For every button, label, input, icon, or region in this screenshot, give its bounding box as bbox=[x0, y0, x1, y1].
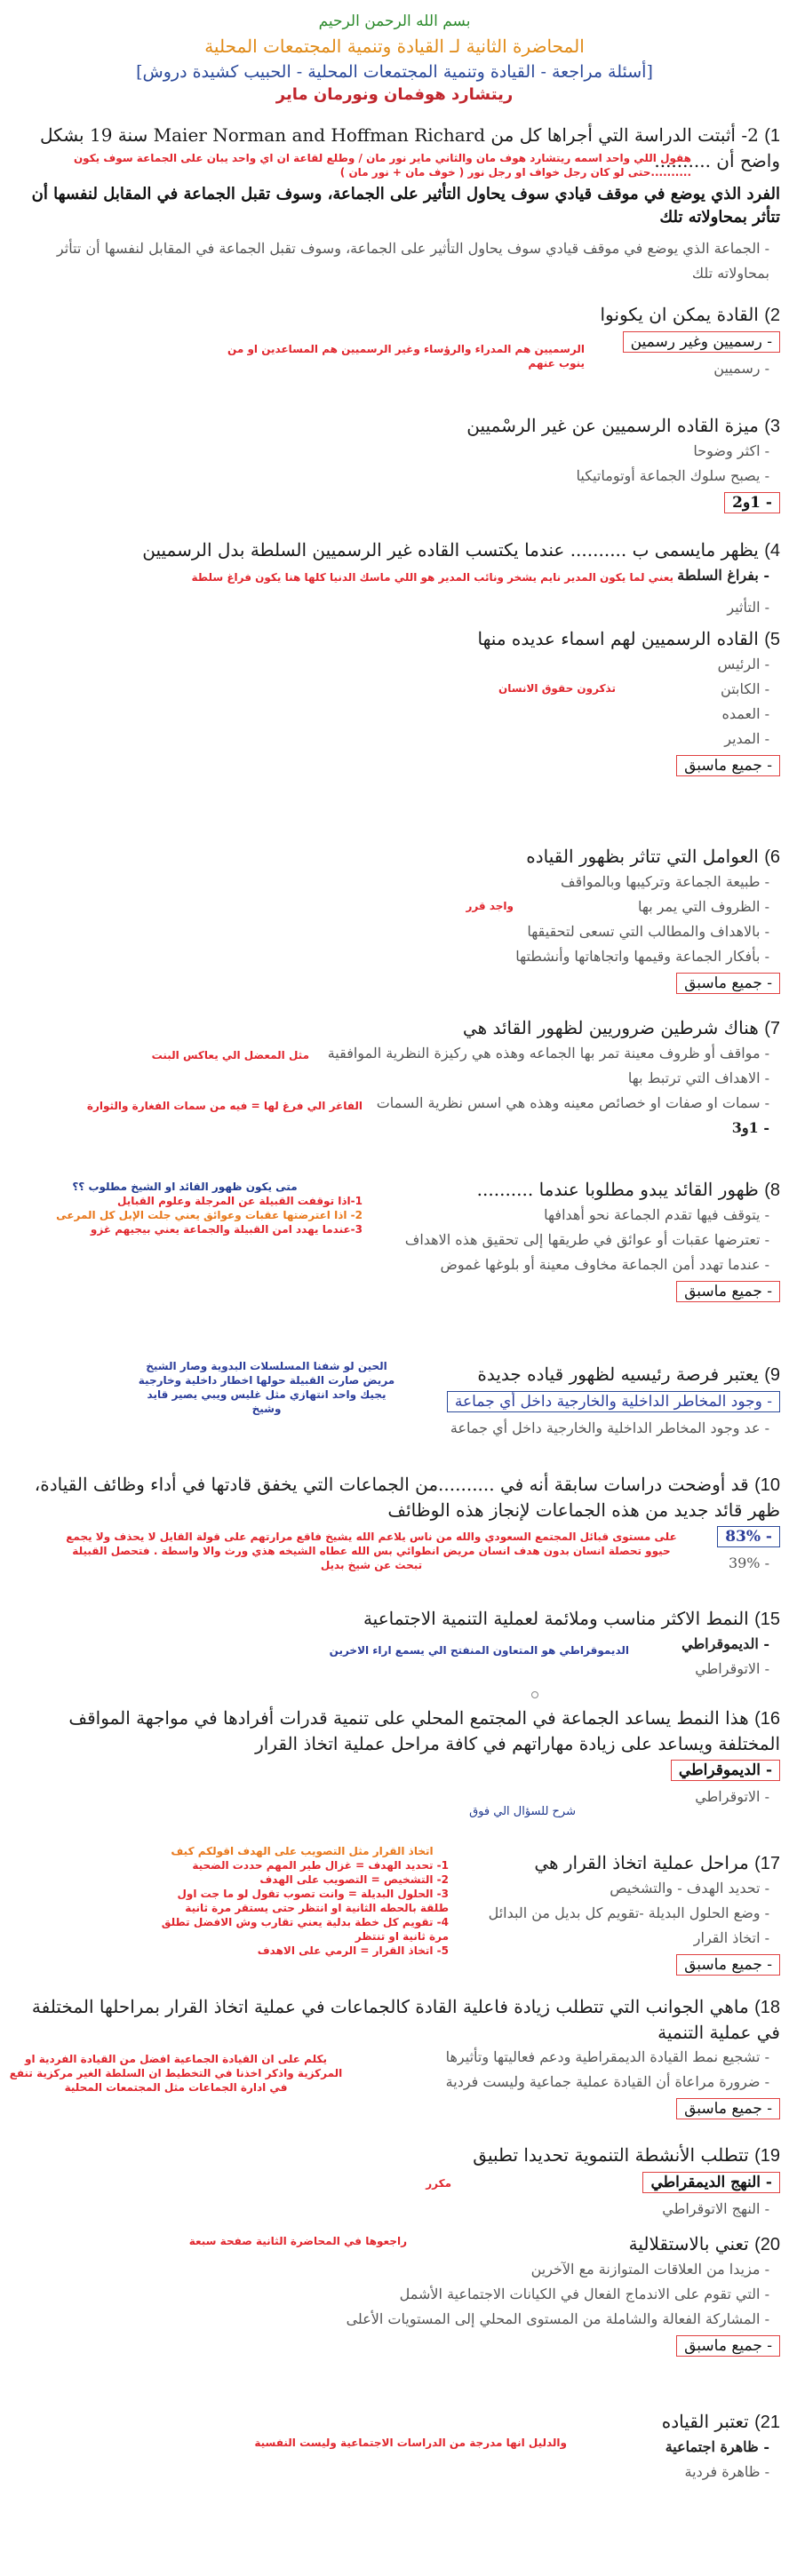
option: - رسميين bbox=[713, 360, 769, 377]
annotation-line: 2- التشخيص = التصويب على الهدف bbox=[259, 1873, 449, 1886]
option: - 39% bbox=[728, 1554, 769, 1571]
question-number: 18) bbox=[754, 1998, 780, 2017]
answer: - الديموقراطي bbox=[681, 1635, 769, 1652]
annotation-q16: شرح للسؤال الي فوق bbox=[469, 1805, 576, 1818]
annotation-q10: على مستوى قبائل المجتمع السعودي والله من ناس يلاعم الله يشيخ فاقع مرارتهم على قولة القايل لا يحذف ولا يجمع حيوو تحصلة انسان بدون هدف انسان مريض انطوائي بس الله عطاه الشيخه هذي ورث والا واسطة . فتحصل القبيلة تبحث عن شيخ بديل bbox=[66, 1530, 677, 1571]
annotation-line: 5- اتخاذ القرار = الرمي على الاهدف bbox=[257, 1944, 449, 1957]
annotation-title: متى يكون ظهور القائد او الشيخ مطلوب ؟؟ bbox=[72, 1181, 298, 1193]
question-number: 16) bbox=[754, 1709, 780, 1729]
question-text: تتطلب الأنشطة التنموية تحديدا تطبيق bbox=[473, 2144, 749, 2166]
option: - تشجيع نمط القيادة الديمقراطية ودعم فعاليتها وتأثيرها bbox=[445, 2048, 769, 2065]
question-text: العوامل التي تتاثر بظهور القياده bbox=[526, 846, 759, 867]
option: - يصبح سلوك الجماعة أوتوماتيكيا bbox=[576, 467, 769, 484]
annotation-q2: الرسميين هم المدراء والرؤساء وغير الرسميين هم المساعدين او من ينوب عنهم bbox=[227, 343, 585, 370]
question-text: مراحل عملية اتخاذ القرار هي bbox=[534, 1852, 749, 1873]
annotation-q18: يكلم على ان القيادة الجماعية افضل من القيادة الفردية او المركزية واذكر اخذنا في التخطيط ان السلطة الغير مركزية تنفع في ادارة الجماعات مثل المجتمعات المحلية bbox=[9, 2053, 343, 2094]
question-number: 3) bbox=[764, 417, 780, 436]
question-3 bbox=[9, 413, 780, 517]
answer-box: - رسميين وغير رسمين bbox=[623, 331, 780, 353]
header bbox=[0, 12, 789, 104]
question-16 bbox=[9, 1705, 780, 1809]
answer-box: - جميع ماسبق bbox=[676, 1281, 780, 1302]
option: - عد وجود المخاطر الداخلية والخارجية داخل أي جماعة bbox=[450, 1419, 769, 1436]
option: - الرئيس bbox=[717, 656, 769, 672]
question-number: 21) bbox=[754, 2413, 780, 2432]
question-7 bbox=[9, 1015, 780, 1141]
option: - المدير bbox=[724, 730, 769, 747]
question-text: يظهر مايسمى ب .......... عندما يكتسب القاده غير الرسميين السلطة بدل الرسميين bbox=[142, 539, 759, 561]
annotation-line: 3-عندما يهدد امن القبيلة والجماعة يعني بيجيهم غزو bbox=[90, 1223, 363, 1236]
question-number: 8) bbox=[764, 1181, 780, 1200]
answer-box: - 83% bbox=[717, 1526, 780, 1547]
basmala: بسم الله الرحمن الرحيم bbox=[318, 12, 471, 30]
stray-dot bbox=[531, 1691, 538, 1698]
question-text: هناك شرطين ضروريين لظهور القائد هي bbox=[462, 1017, 759, 1038]
answer-box: - وجود المخاطر الداخلية والخارجية داخل أي جماعة bbox=[447, 1391, 780, 1412]
answer-box: - جميع ماسبق bbox=[676, 973, 780, 994]
option: - ظاهرة فردية bbox=[684, 2463, 769, 2480]
annotation-q15: الديموقراطي هو المتعاون المنفتح الي يسمع اراء الاخرين bbox=[329, 1644, 629, 1657]
option: - الكابتن bbox=[721, 680, 769, 697]
question-text: 2- أثبتت الدراسة التي أجراها كل من Maier Norman and Hoffman Richard سنة 19 بشكل واضح أن .......... bbox=[40, 124, 780, 171]
option: - اتخاذ القرار bbox=[693, 1929, 769, 1946]
question-text: تعتبر القياده bbox=[661, 2411, 749, 2432]
answer: - بفراغ السلطة bbox=[677, 567, 769, 584]
annotation-q7-b: الفاغر الي فرغ لها = فيه من سمات الفغارة والثوارة bbox=[86, 1100, 363, 1112]
option: - سمات او صفات او خصائص معينه وهذه هي اسس نظرية السمات bbox=[376, 1094, 769, 1111]
annotation-q1: هقول اللي واحد اسمه ريتشارد هوف مان والثاني ماير نور مان / وطلع لقاعة ان اي واحد يبان على الجماعة سوف يكون ..........حتى لو كان رجل خواف او رجل نور ( خوف مان + نور مان ) bbox=[73, 152, 691, 179]
annotation-line: 1-اذا توقفت القبيلة عن المرجلة وعلوم القبايل bbox=[117, 1195, 363, 1207]
option: - ضرورة مراعاة أن القيادة عملية جماعية وليست فردية bbox=[445, 2073, 769, 2090]
annotation-q6: واجد قرر bbox=[466, 900, 514, 912]
option: - الاهداف التي ترتبط بها bbox=[627, 1069, 769, 1086]
option: - الجماعة الذي يوضع في موقف قيادي سوف يحاول التأثير على الجماعة، وسوف تقبل الجماعة في المقابل لنفسها أن تتأثر بمحاولاته تلك bbox=[56, 240, 769, 282]
question-text: هذا النمط يساعد الجماعة في المجتمع المحلي على تنمية قدرات أفرادها في مواجهة المواقف المختلفة ويساعد على زيادة مهاراتهم في كافة مراحل عملية اتخاذ القرار bbox=[68, 1707, 780, 1754]
annotation-line: 4- تقويم كل خطة بدلية يعني تقارب وش الافضل تطلق مرة ثانية او تنتظر bbox=[161, 1916, 449, 1943]
question-number: 17) bbox=[754, 1854, 780, 1873]
question-number: 15) bbox=[754, 1610, 780, 1629]
question-number: 6) bbox=[764, 847, 780, 867]
answer-box: - جميع ماسبق bbox=[676, 755, 780, 776]
answer-box: - الديموقراطي bbox=[671, 1760, 780, 1781]
question-number: 20) bbox=[754, 2235, 780, 2254]
annotation-line: 2- اذا اعترضتها عقبات وعوائق يعني جلت الإبل كل المرعى bbox=[56, 1209, 363, 1221]
option: - الاتوقراطي bbox=[695, 1788, 769, 1805]
question-1-answer-block bbox=[9, 183, 780, 286]
option: - الظروف التي يمر بها bbox=[637, 898, 769, 915]
answer: الفرد الذي يوضع في موقف قيادي سوف يحاول التأثير على الجماعة، وسوف تقبل الجماعة في المقابل لنفسها أن تتأثر بمحاولاته تلك bbox=[31, 185, 780, 227]
question-text: ميزة القاده الرسميين عن غير الرسْميين bbox=[466, 415, 759, 436]
question-number: 4) bbox=[764, 541, 780, 561]
annotation-q8 bbox=[7, 1180, 363, 1236]
annotation-line: 1- تحديد الهدف = غزال طير المهم حددت الضحية bbox=[192, 1859, 449, 1872]
option: - المشاركة الفعالة والشاملة من المستوى المحلي إلى المستويات الأعلى bbox=[346, 2310, 769, 2327]
lecture-title: المحاضرة الثانية لـ القيادة وتنمية المجتمعات المحلية bbox=[204, 36, 585, 57]
question-number: 19) bbox=[754, 2146, 780, 2166]
review-title: [أسئلة مراجعة - القيادة وتنمية المجتمعات المحلية - الحبيب كشيدة دروش] bbox=[136, 62, 653, 82]
question-text: قد أوضحت دراسات سابقة أنه في ..........من الجماعات التي يخفق قادتها في أداء وظائف القيادة، ظهر قائد جديد من هذه الجماعات لإنجاز هذه الوظائف bbox=[34, 1474, 780, 1521]
question-19 bbox=[9, 2143, 780, 2222]
annotation-title: اتخاذ القرار مثل التصويب على الهدف اقولكم كيف bbox=[171, 1845, 434, 1857]
option: - بالاهداف والمطالب التي تسعى لتحقيقها bbox=[527, 923, 769, 940]
annotation-q4: يعني لما يكون المدير نايم يشخر ونائب المدير هو اللي ماسك الدنيا كلها هنا يكون فراغ سلطة bbox=[191, 571, 673, 584]
question-text: تعني بالاستقلالية bbox=[628, 2233, 749, 2254]
question-5 bbox=[9, 626, 780, 780]
option: - طبيعة الجماعة وتركيبها وبالمواقف bbox=[561, 873, 769, 890]
option: - مواقف أو ظروف معينة تمر بها الجماعه وهذه هي ركيزة النظرية الموافقية bbox=[327, 1045, 769, 1061]
option: - يتوقف فيها تقدم الجماعة نحو أهدافها bbox=[544, 1206, 769, 1223]
annotation-q21: والدليل انها مدرجة من الدراسات الاجتماعية وليست النفسية bbox=[254, 2437, 567, 2449]
option: - تعترضها عقبات أو عوائق في طريقها إلى تحقيق هذه الاهداف bbox=[404, 1231, 769, 1248]
option: - النهج الاتوقراطي bbox=[662, 2200, 769, 2217]
answer-box: - النهج الديمقراطي bbox=[642, 2172, 780, 2193]
option: - العمده bbox=[721, 705, 769, 722]
question-number: 5) bbox=[764, 630, 780, 649]
question-20 bbox=[9, 2231, 780, 2360]
question-text: يعتبر فرصة رئيسيه لظهور قياده جديدة bbox=[477, 1364, 759, 1385]
names-annotation: ريتشارد هوفمان ونورمان ماير bbox=[275, 85, 514, 104]
answer-box: - 1و2 bbox=[724, 492, 780, 513]
question-6 bbox=[9, 844, 780, 998]
option: - اكثر وضوحا bbox=[693, 442, 769, 459]
question-text: القاده الرسميين لهم اسماء عديده منها bbox=[477, 628, 759, 649]
answer-box: - جميع ماسبق bbox=[676, 2335, 780, 2357]
option: - مزيدا من العلاقات المتوازنة مع الآخرين bbox=[530, 2261, 769, 2278]
option: - التي تقوم على الاندماج الفعال في الكيانات الاجتماعية الأشمل bbox=[399, 2286, 769, 2302]
answer: - ظاهرة اجتماعية bbox=[665, 2438, 769, 2455]
annotation-q19: مكرر bbox=[426, 2177, 451, 2190]
annotation-q20: راجعوها في المحاضرة الثانية صفحة سبعة bbox=[188, 2235, 407, 2247]
annotation-q17 bbox=[155, 1844, 449, 1958]
option: - التأثير bbox=[727, 599, 769, 616]
question-text: القادة يمكن ان يكونوا bbox=[600, 304, 759, 325]
option: - تحديد الهدف - والتشخيص bbox=[610, 1880, 769, 1896]
question-text: النمط الاكثر مناسب وملائمة لعملية التنمية الاجتماعية bbox=[363, 1608, 749, 1629]
question-text: ظهور القائد يبدو مطلوبا عندما .......... bbox=[476, 1179, 759, 1200]
question-number: 10) bbox=[754, 1475, 780, 1495]
option: - وضع الحلول البديلة -تقويم كل بديل من البدائل bbox=[488, 1904, 769, 1921]
annotation-q7-a: مثل المعضل الي يعاكس البنت bbox=[151, 1049, 309, 1061]
answer-box: - جميع ماسبق bbox=[676, 2098, 780, 2119]
question-number: 2) bbox=[764, 306, 780, 325]
option: - عندما تهدد أمن الجماعة مخاوف معينة أو بلوغها غموض bbox=[440, 1256, 769, 1273]
annotation-q9: الحين لو شفنا المسلسلات البدوية وصار الشيخ مريض صارت القبيلة حولها اخطار داخلية وخارجية يجيك واحد انتهازي مثل غليس ويبي يصير قايد وشيخ bbox=[138, 1360, 395, 1415]
question-text: ماهي الجوانب التي تتطلب زيادة فاعلية القادة كالجماعات في عملية اتخاذ القرار بمراحلها المختلفة في عملية التنمية bbox=[31, 1996, 780, 2043]
answer-box: - جميع ماسبق bbox=[676, 1954, 780, 1976]
question-number: 1) bbox=[764, 126, 780, 146]
annotation-line: 3- الحلول البديلة = وانت تصوب تقول لو ما جت اول طلقة بالحطه الثانية او انتظر حتى يستقر مرة ثانية bbox=[177, 1888, 449, 1914]
question-number: 9) bbox=[764, 1365, 780, 1385]
option: - الاتوقراطي bbox=[695, 1660, 769, 1677]
answer: - 1و3 bbox=[731, 1119, 769, 1136]
option: - بأفكار الجماعة وقيمها واتجاهاتها وأنشطتها bbox=[515, 948, 769, 965]
question-number: 7) bbox=[764, 1019, 780, 1038]
annotation-q5: تذكرون حقوق الانسان bbox=[498, 682, 616, 695]
